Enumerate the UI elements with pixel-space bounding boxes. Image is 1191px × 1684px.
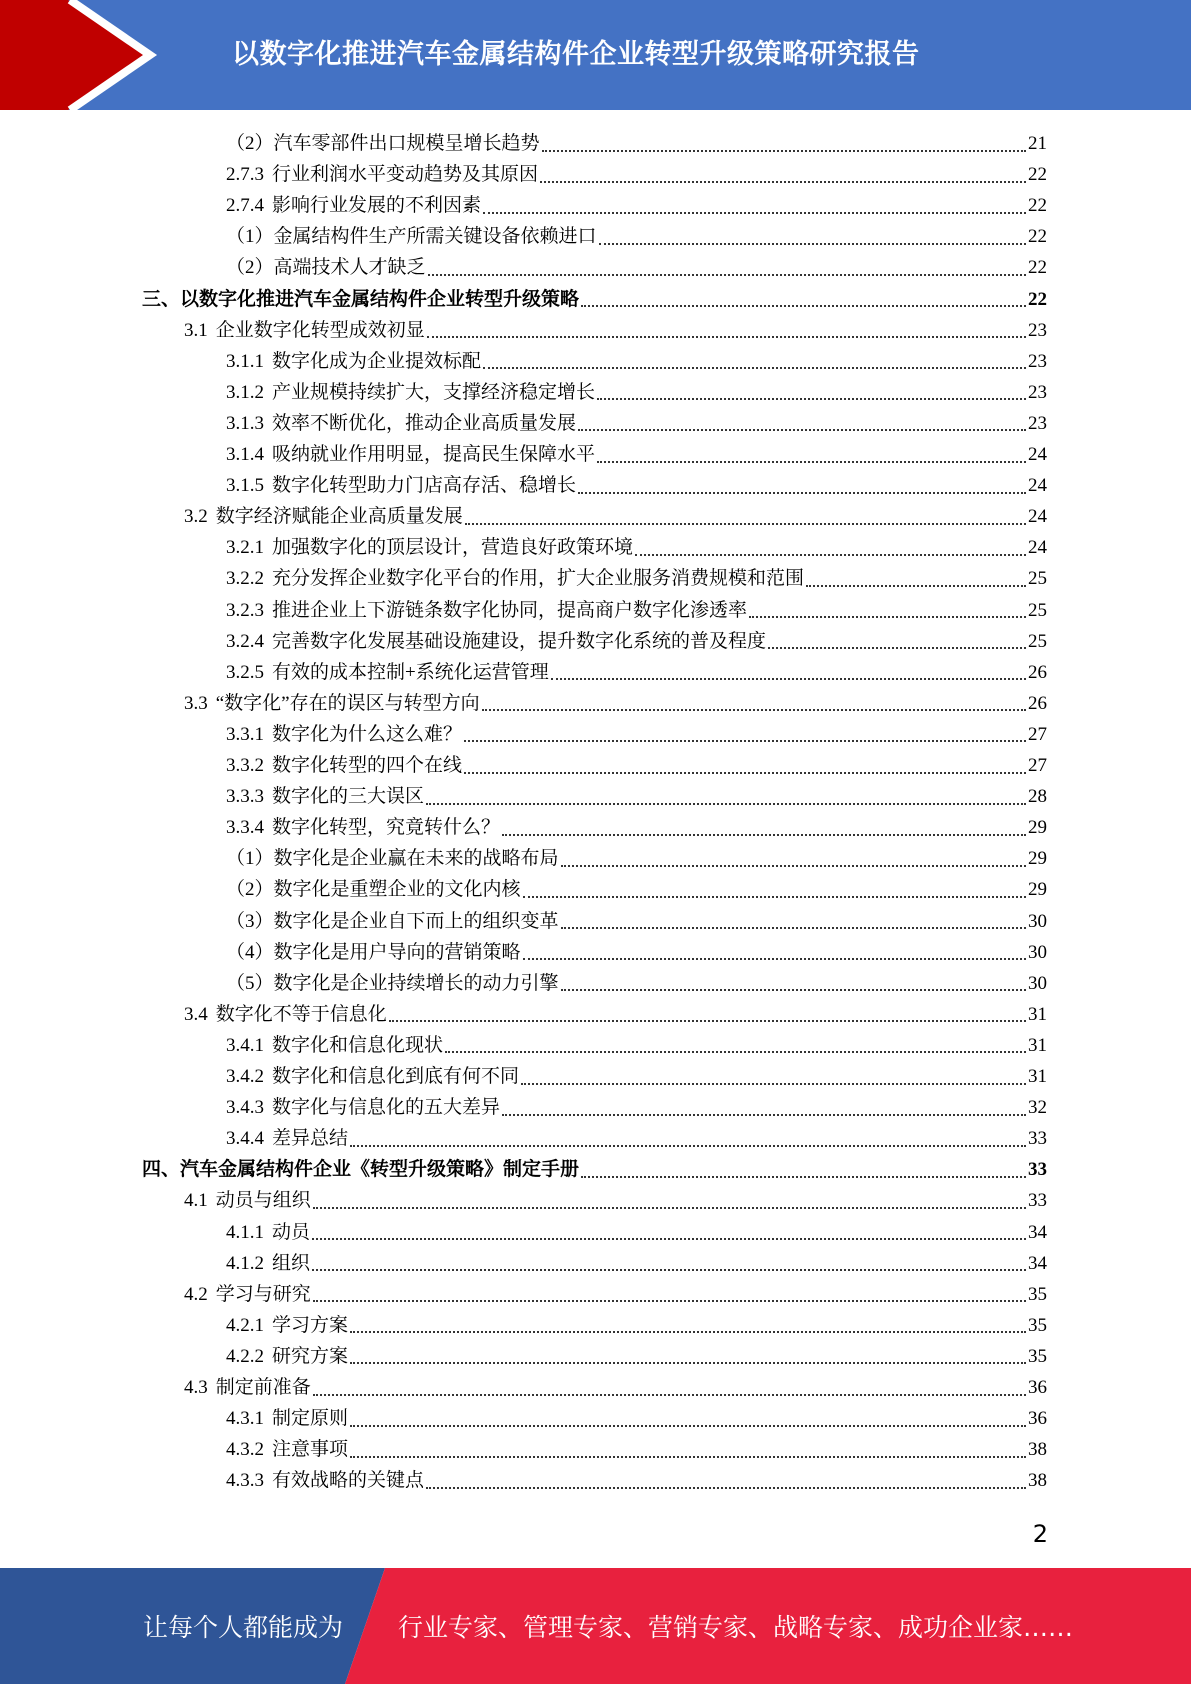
toc-entry-number: 3.4.4 bbox=[226, 1128, 264, 1150]
toc-entry-title: 数字化与信息化的五大差异 bbox=[272, 1097, 501, 1119]
toc-entry[interactable] bbox=[226, 968, 1047, 999]
toc-entry[interactable] bbox=[226, 1061, 1047, 1092]
toc-entry-page: 30 bbox=[1028, 910, 1047, 932]
toc-entry-page: 27 bbox=[1028, 723, 1047, 745]
toc-entry-number: （2） bbox=[226, 257, 274, 279]
toc-entry-number: 3.2.5 bbox=[226, 661, 264, 683]
toc-dot-leader bbox=[521, 1083, 1026, 1085]
toc-entry-page: 31 bbox=[1028, 1066, 1047, 1087]
toc-entry[interactable] bbox=[226, 1123, 1047, 1154]
toc-entry[interactable] bbox=[226, 159, 1047, 190]
toc-entry[interactable] bbox=[226, 470, 1047, 501]
toc-entry-number: （3） bbox=[226, 910, 274, 932]
toc-entry-title: 金属结构件生产所需关键设备依赖进口 bbox=[273, 226, 597, 248]
toc-entry-number: （5） bbox=[226, 972, 274, 994]
toc-dot-leader bbox=[313, 1300, 1026, 1302]
toc-entry-page: 26 bbox=[1028, 661, 1047, 683]
toc-dot-leader bbox=[350, 1425, 1026, 1427]
toc-entry-page: 25 bbox=[1028, 599, 1047, 621]
toc-entry-page: 25 bbox=[1028, 630, 1047, 652]
header-banner bbox=[0, 0, 1191, 110]
toc-dot-leader bbox=[483, 212, 1026, 214]
toc-entry-number: 四、 bbox=[142, 1159, 181, 1181]
toc-dot-leader bbox=[312, 1238, 1026, 1240]
toc-entry-page: 34 bbox=[1028, 1252, 1047, 1274]
toc-entry-page: 23 bbox=[1028, 350, 1047, 372]
toc-entry[interactable] bbox=[184, 999, 1047, 1030]
toc-entry[interactable] bbox=[226, 346, 1047, 377]
toc-entry[interactable] bbox=[226, 439, 1047, 470]
toc-entry[interactable] bbox=[226, 1465, 1047, 1496]
toc-dot-leader bbox=[428, 274, 1026, 276]
toc-entry-title: 影响行业发展的不利因素 bbox=[272, 195, 482, 217]
toc-entry-title: 差异总结 bbox=[272, 1128, 349, 1150]
toc-entry-page: 31 bbox=[1028, 1034, 1047, 1056]
toc-entry-page: 30 bbox=[1028, 941, 1047, 963]
toc-dot-leader bbox=[502, 1114, 1026, 1116]
toc-entry-page: 33 bbox=[1028, 1159, 1047, 1181]
toc-entry-page: 35 bbox=[1028, 1283, 1047, 1305]
toc-entry-title: 吸纳就业作用明显，提高民生保障水平 bbox=[272, 444, 596, 465]
toc-entry-number: 3.3.4 bbox=[226, 817, 264, 839]
toc-dot-leader bbox=[502, 834, 1026, 836]
toc-dot-leader bbox=[540, 181, 1026, 183]
toc-entry-title: 数字化是企业持续增长的动力引擎 bbox=[273, 972, 559, 994]
toc-entry-page: 25 bbox=[1028, 568, 1047, 590]
toc-entry-number: 4.2.2 bbox=[226, 1345, 264, 1367]
toc-entry-page: 24 bbox=[1028, 506, 1047, 528]
toc-entry-page: 32 bbox=[1028, 1097, 1047, 1119]
toc-entry-page: 31 bbox=[1028, 1003, 1047, 1025]
toc-dot-leader bbox=[350, 1362, 1026, 1364]
toc-dot-leader bbox=[561, 865, 1026, 867]
toc-entry-number: 3.2.3 bbox=[226, 599, 264, 621]
footer-slogan-right: 行业专家、管理专家、营销专家、战略专家、成功企业家…… bbox=[398, 1613, 1074, 1642]
toc-entry-number: 3.1.1 bbox=[226, 350, 264, 372]
toc-entry-number: 2.7.3 bbox=[226, 164, 264, 186]
toc-entry[interactable] bbox=[226, 595, 1047, 626]
toc-entry-page: 24 bbox=[1028, 475, 1047, 497]
toc-dot-leader bbox=[749, 616, 1026, 618]
toc-entry-page: 33 bbox=[1028, 1190, 1047, 1212]
toc-entry-title: 加强数字化的顶层设计，营造良好政策环境 bbox=[272, 537, 634, 559]
toc-entry-page: 23 bbox=[1028, 412, 1047, 434]
toc-entry[interactable] bbox=[226, 657, 1047, 688]
toc-entry-title: 推进企业上下游链条数字化协同，提高商户数字化渗透率 bbox=[272, 599, 748, 621]
toc-entry-title: 有效战略的关键点 bbox=[272, 1470, 425, 1492]
toc-entry[interactable] bbox=[142, 284, 1047, 315]
toc-entry-title: 数字化不等于信息化 bbox=[215, 1003, 387, 1025]
toc-dot-leader bbox=[635, 554, 1026, 556]
toc-entry-title: 数字化是企业自下而上的组织变革 bbox=[273, 910, 559, 932]
toc-entry[interactable] bbox=[226, 1217, 1047, 1248]
toc-entry-page: 35 bbox=[1028, 1345, 1047, 1367]
toc-entry-title: 数字化是用户导向的营销策略 bbox=[273, 941, 521, 963]
toc-entry[interactable] bbox=[226, 190, 1047, 221]
toc-entry[interactable] bbox=[226, 1434, 1047, 1465]
toc-entry-title: 数字化转型的四个在线 bbox=[272, 755, 463, 776]
toc-entry-number: （4） bbox=[226, 941, 274, 963]
toc-entry-title: 数字化成为企业提效标配 bbox=[272, 350, 482, 372]
toc-dot-leader bbox=[350, 1145, 1026, 1147]
toc-entry-page: 22 bbox=[1028, 226, 1047, 248]
toc-dot-leader bbox=[581, 305, 1026, 307]
toc-entry-title: 行业利润水平变动趋势及其原因 bbox=[272, 164, 539, 186]
toc-entry-number: 三、 bbox=[142, 288, 181, 310]
toc-entry-page: 23 bbox=[1028, 319, 1047, 341]
toc-dot-leader bbox=[551, 678, 1026, 680]
toc-entry-title: 动员与组织 bbox=[215, 1190, 311, 1212]
toc-entry-title: 汽车金属结构件企业《转型升级策略》制定手册 bbox=[180, 1159, 580, 1181]
toc-entry-number: （2） bbox=[226, 879, 274, 901]
toc-entry[interactable] bbox=[184, 501, 1047, 532]
toc-entry-page: 38 bbox=[1028, 1439, 1047, 1461]
toc-entry[interactable] bbox=[226, 377, 1047, 408]
toc-entry[interactable] bbox=[226, 408, 1047, 439]
toc-entry-number: 3.1.2 bbox=[226, 381, 264, 403]
toc-entry-title: 数字化和信息化现状 bbox=[272, 1034, 444, 1056]
toc-dot-leader bbox=[523, 958, 1026, 960]
toc-entry-number: 4.3.1 bbox=[226, 1408, 264, 1430]
toc-entry-number: 3.2 bbox=[184, 506, 208, 528]
toc-entry-number: 2.7.4 bbox=[226, 195, 264, 217]
toc-entry-title: 学习与研究 bbox=[215, 1283, 311, 1305]
page-number: 2 bbox=[1032, 1520, 1048, 1548]
toc-entry-page: 27 bbox=[1028, 755, 1047, 776]
toc-entry[interactable] bbox=[184, 1372, 1047, 1403]
toc-entry[interactable] bbox=[226, 781, 1047, 812]
toc-dot-leader bbox=[426, 1487, 1026, 1489]
toc-entry-number: 3.3 bbox=[184, 692, 208, 714]
toc-entry-page: 29 bbox=[1028, 848, 1047, 870]
toc-entry-title: 研究方案 bbox=[272, 1345, 349, 1367]
toc-entry-number: 3.3.2 bbox=[226, 755, 264, 776]
toc-entry-title: 数字化的三大误区 bbox=[272, 786, 425, 808]
toc-dot-leader bbox=[542, 150, 1026, 152]
toc-dot-leader bbox=[581, 1176, 1026, 1178]
toc-entry[interactable] bbox=[184, 1185, 1047, 1216]
toc-entry-title: 数字化转型助力门店高存活、稳增长 bbox=[272, 475, 577, 497]
toc-dot-leader bbox=[768, 647, 1026, 649]
toc-entry[interactable] bbox=[226, 874, 1047, 905]
toc-entry-number: 3.2.2 bbox=[226, 568, 264, 590]
toc-entry[interactable] bbox=[226, 532, 1047, 563]
toc-entry-title: 充分发挥企业数字化平台的作用，扩大企业服务消费规模和范围 bbox=[272, 568, 805, 590]
toc-dot-leader bbox=[312, 1269, 1026, 1271]
toc-entry[interactable] bbox=[184, 315, 1047, 346]
toc-entry-title: 高端技术人才缺乏 bbox=[273, 257, 426, 279]
toc-dot-leader bbox=[389, 1020, 1026, 1022]
toc-entry-title: 数字经济赋能企业高质量发展 bbox=[215, 506, 463, 528]
toc-entry-page: 24 bbox=[1028, 537, 1047, 559]
toc-entry-title: 数字化是企业赢在未来的战略布局 bbox=[273, 848, 559, 870]
toc-entry-number: 3.1.5 bbox=[226, 475, 264, 497]
toc-entry-title: 学习方案 bbox=[272, 1314, 349, 1336]
toc-entry[interactable] bbox=[226, 563, 1047, 594]
toc-entry-number: （1） bbox=[226, 848, 274, 870]
report-title: 以数字化推进汽车金属结构件企业转型升级策略研究报告 bbox=[232, 39, 920, 70]
toc-entry-page: 22 bbox=[1028, 164, 1047, 186]
toc-entry-page: 36 bbox=[1028, 1408, 1047, 1430]
toc-entry-number: 3.1 bbox=[184, 319, 208, 341]
toc-entry-number: 3.2.4 bbox=[226, 630, 264, 652]
toc-entry-title: 数字化为什么这么难？ bbox=[272, 723, 463, 745]
toc-dot-leader bbox=[464, 740, 1026, 742]
toc-entry-number: 3.4.3 bbox=[226, 1097, 264, 1119]
toc-entry[interactable] bbox=[226, 626, 1047, 657]
toc-dot-leader bbox=[561, 989, 1026, 991]
toc-entry-number: 4.3.2 bbox=[226, 1439, 264, 1461]
toc-dot-leader bbox=[561, 927, 1026, 929]
toc-dot-leader bbox=[445, 1051, 1026, 1053]
toc-entry[interactable] bbox=[226, 128, 1047, 159]
toc-entry-title: 制定前准备 bbox=[215, 1377, 311, 1398]
toc-entry-number: 4.3 bbox=[184, 1377, 208, 1398]
toc-entry-page: 30 bbox=[1028, 972, 1047, 994]
toc-entry-page: 22 bbox=[1028, 288, 1047, 310]
toc-entry-title: 汽车零部件出口规模呈增长趋势 bbox=[273, 133, 540, 154]
toc-entry-title: 完善数字化发展基础设施建设，提升数字化系统的普及程度 bbox=[272, 630, 767, 652]
toc-dot-leader bbox=[350, 1331, 1026, 1333]
toc-entry[interactable] bbox=[226, 843, 1047, 874]
toc-entry-number: （1） bbox=[226, 226, 274, 248]
toc-entry-page: 24 bbox=[1028, 444, 1047, 465]
toc-dot-leader bbox=[313, 1394, 1026, 1396]
toc-entry-number: 3.1.4 bbox=[226, 444, 264, 465]
toc-entry-number: 3.4 bbox=[184, 1003, 208, 1025]
toc-dot-leader bbox=[597, 398, 1026, 400]
toc-dot-leader bbox=[483, 367, 1026, 369]
toc-entry-title: 有效的成本控制+系统化运营管理 bbox=[272, 661, 549, 683]
toc-entry[interactable] bbox=[226, 1341, 1047, 1372]
toc-entry[interactable] bbox=[226, 1403, 1047, 1434]
toc-entry-page: 34 bbox=[1028, 1221, 1047, 1243]
toc-entry[interactable] bbox=[226, 1248, 1047, 1279]
toc-dot-leader bbox=[482, 709, 1026, 711]
toc-entry-number: 3.1.3 bbox=[226, 412, 264, 434]
toc-entry-title: 动员 bbox=[272, 1221, 311, 1243]
toc-dot-leader bbox=[465, 523, 1026, 525]
toc-entry-title: 企业数字化转型成效初显 bbox=[215, 319, 425, 341]
toc-entry[interactable] bbox=[226, 719, 1047, 750]
toc-entry-page: 22 bbox=[1028, 257, 1047, 279]
toc-entry-number: 3.3.3 bbox=[226, 786, 264, 808]
toc-entry[interactable] bbox=[226, 252, 1047, 283]
toc-entry-number: 3.2.1 bbox=[226, 537, 264, 559]
toc-entry-page: 26 bbox=[1028, 692, 1047, 714]
toc-entry[interactable] bbox=[226, 937, 1047, 968]
chevron-arrow-icon bbox=[0, 0, 160, 110]
toc-entry[interactable] bbox=[226, 1092, 1047, 1123]
footer-banner bbox=[0, 1568, 1191, 1684]
toc-entry-page: 38 bbox=[1028, 1470, 1047, 1492]
toc-entry-title: 数字化转型，究竟转什么？ bbox=[272, 817, 501, 839]
toc-dot-leader bbox=[426, 803, 1026, 805]
footer-slogan-left: 让每个人都能成为 bbox=[143, 1613, 344, 1642]
toc-entry-page: 36 bbox=[1028, 1377, 1047, 1398]
toc-entry[interactable] bbox=[226, 750, 1047, 781]
toc-dot-leader bbox=[599, 243, 1026, 245]
toc-entry-title: 数字化和信息化到底有何不同 bbox=[272, 1066, 520, 1087]
toc-dot-leader bbox=[350, 1456, 1026, 1458]
toc-entry-title: 数字化是重塑企业的文化内核 bbox=[273, 879, 521, 901]
toc-entry-page: 22 bbox=[1028, 195, 1047, 217]
toc-entry[interactable] bbox=[226, 812, 1047, 843]
toc-entry-number: 4.1.1 bbox=[226, 1221, 264, 1243]
toc-entry[interactable] bbox=[226, 1030, 1047, 1061]
toc-entry[interactable] bbox=[184, 688, 1047, 719]
toc-entry-title: 以数字化推进汽车金属结构件企业转型升级策略 bbox=[180, 288, 580, 310]
toc-dot-leader bbox=[597, 461, 1026, 463]
toc-entry-number: 4.2.1 bbox=[226, 1314, 264, 1336]
toc-dot-leader bbox=[523, 896, 1026, 898]
toc-entry[interactable] bbox=[142, 1154, 1047, 1185]
toc-entry[interactable] bbox=[226, 1310, 1047, 1341]
toc-entry-page: 29 bbox=[1028, 817, 1047, 839]
toc-entry-number: 3.4.1 bbox=[226, 1034, 264, 1056]
toc-entry-title: 制定原则 bbox=[272, 1408, 349, 1430]
toc-entry-number: 3.4.2 bbox=[226, 1066, 264, 1087]
toc-entry-title: “数字化”存在的误区与转型方向 bbox=[215, 692, 480, 714]
toc-entry-number: 4.3.3 bbox=[226, 1470, 264, 1492]
toc-entry-page: 21 bbox=[1028, 133, 1047, 154]
toc-dot-leader bbox=[806, 585, 1026, 587]
toc-entry-page: 28 bbox=[1028, 786, 1047, 808]
toc-entry[interactable] bbox=[226, 221, 1047, 252]
toc-entry-number: （2） bbox=[226, 133, 274, 154]
toc-entry-title: 效率不断优化，推动企业高质量发展 bbox=[272, 412, 577, 434]
toc-entry-number: 4.1.2 bbox=[226, 1252, 264, 1274]
toc-entry-page: 35 bbox=[1028, 1314, 1047, 1336]
toc-dot-leader bbox=[578, 492, 1026, 494]
toc-entry-number: 3.3.1 bbox=[226, 723, 264, 745]
toc-entry-title: 组织 bbox=[272, 1252, 311, 1274]
toc-entry-number: 4.1 bbox=[184, 1190, 208, 1212]
toc-entry-page: 29 bbox=[1028, 879, 1047, 901]
toc-entry[interactable] bbox=[184, 1279, 1047, 1310]
toc-entry-title: 产业规模持续扩大，支撑经济稳定增长 bbox=[272, 381, 596, 403]
toc-dot-leader bbox=[427, 336, 1026, 338]
toc-entry-number: 4.2 bbox=[184, 1283, 208, 1305]
toc-dot-leader bbox=[464, 772, 1026, 774]
toc-entry-title: 注意事项 bbox=[272, 1439, 349, 1461]
toc-dot-leader bbox=[578, 429, 1026, 431]
toc-entry-page: 23 bbox=[1028, 381, 1047, 403]
toc-entry[interactable] bbox=[226, 906, 1047, 937]
toc-entry-page: 33 bbox=[1028, 1128, 1047, 1150]
toc-dot-leader bbox=[313, 1207, 1026, 1209]
